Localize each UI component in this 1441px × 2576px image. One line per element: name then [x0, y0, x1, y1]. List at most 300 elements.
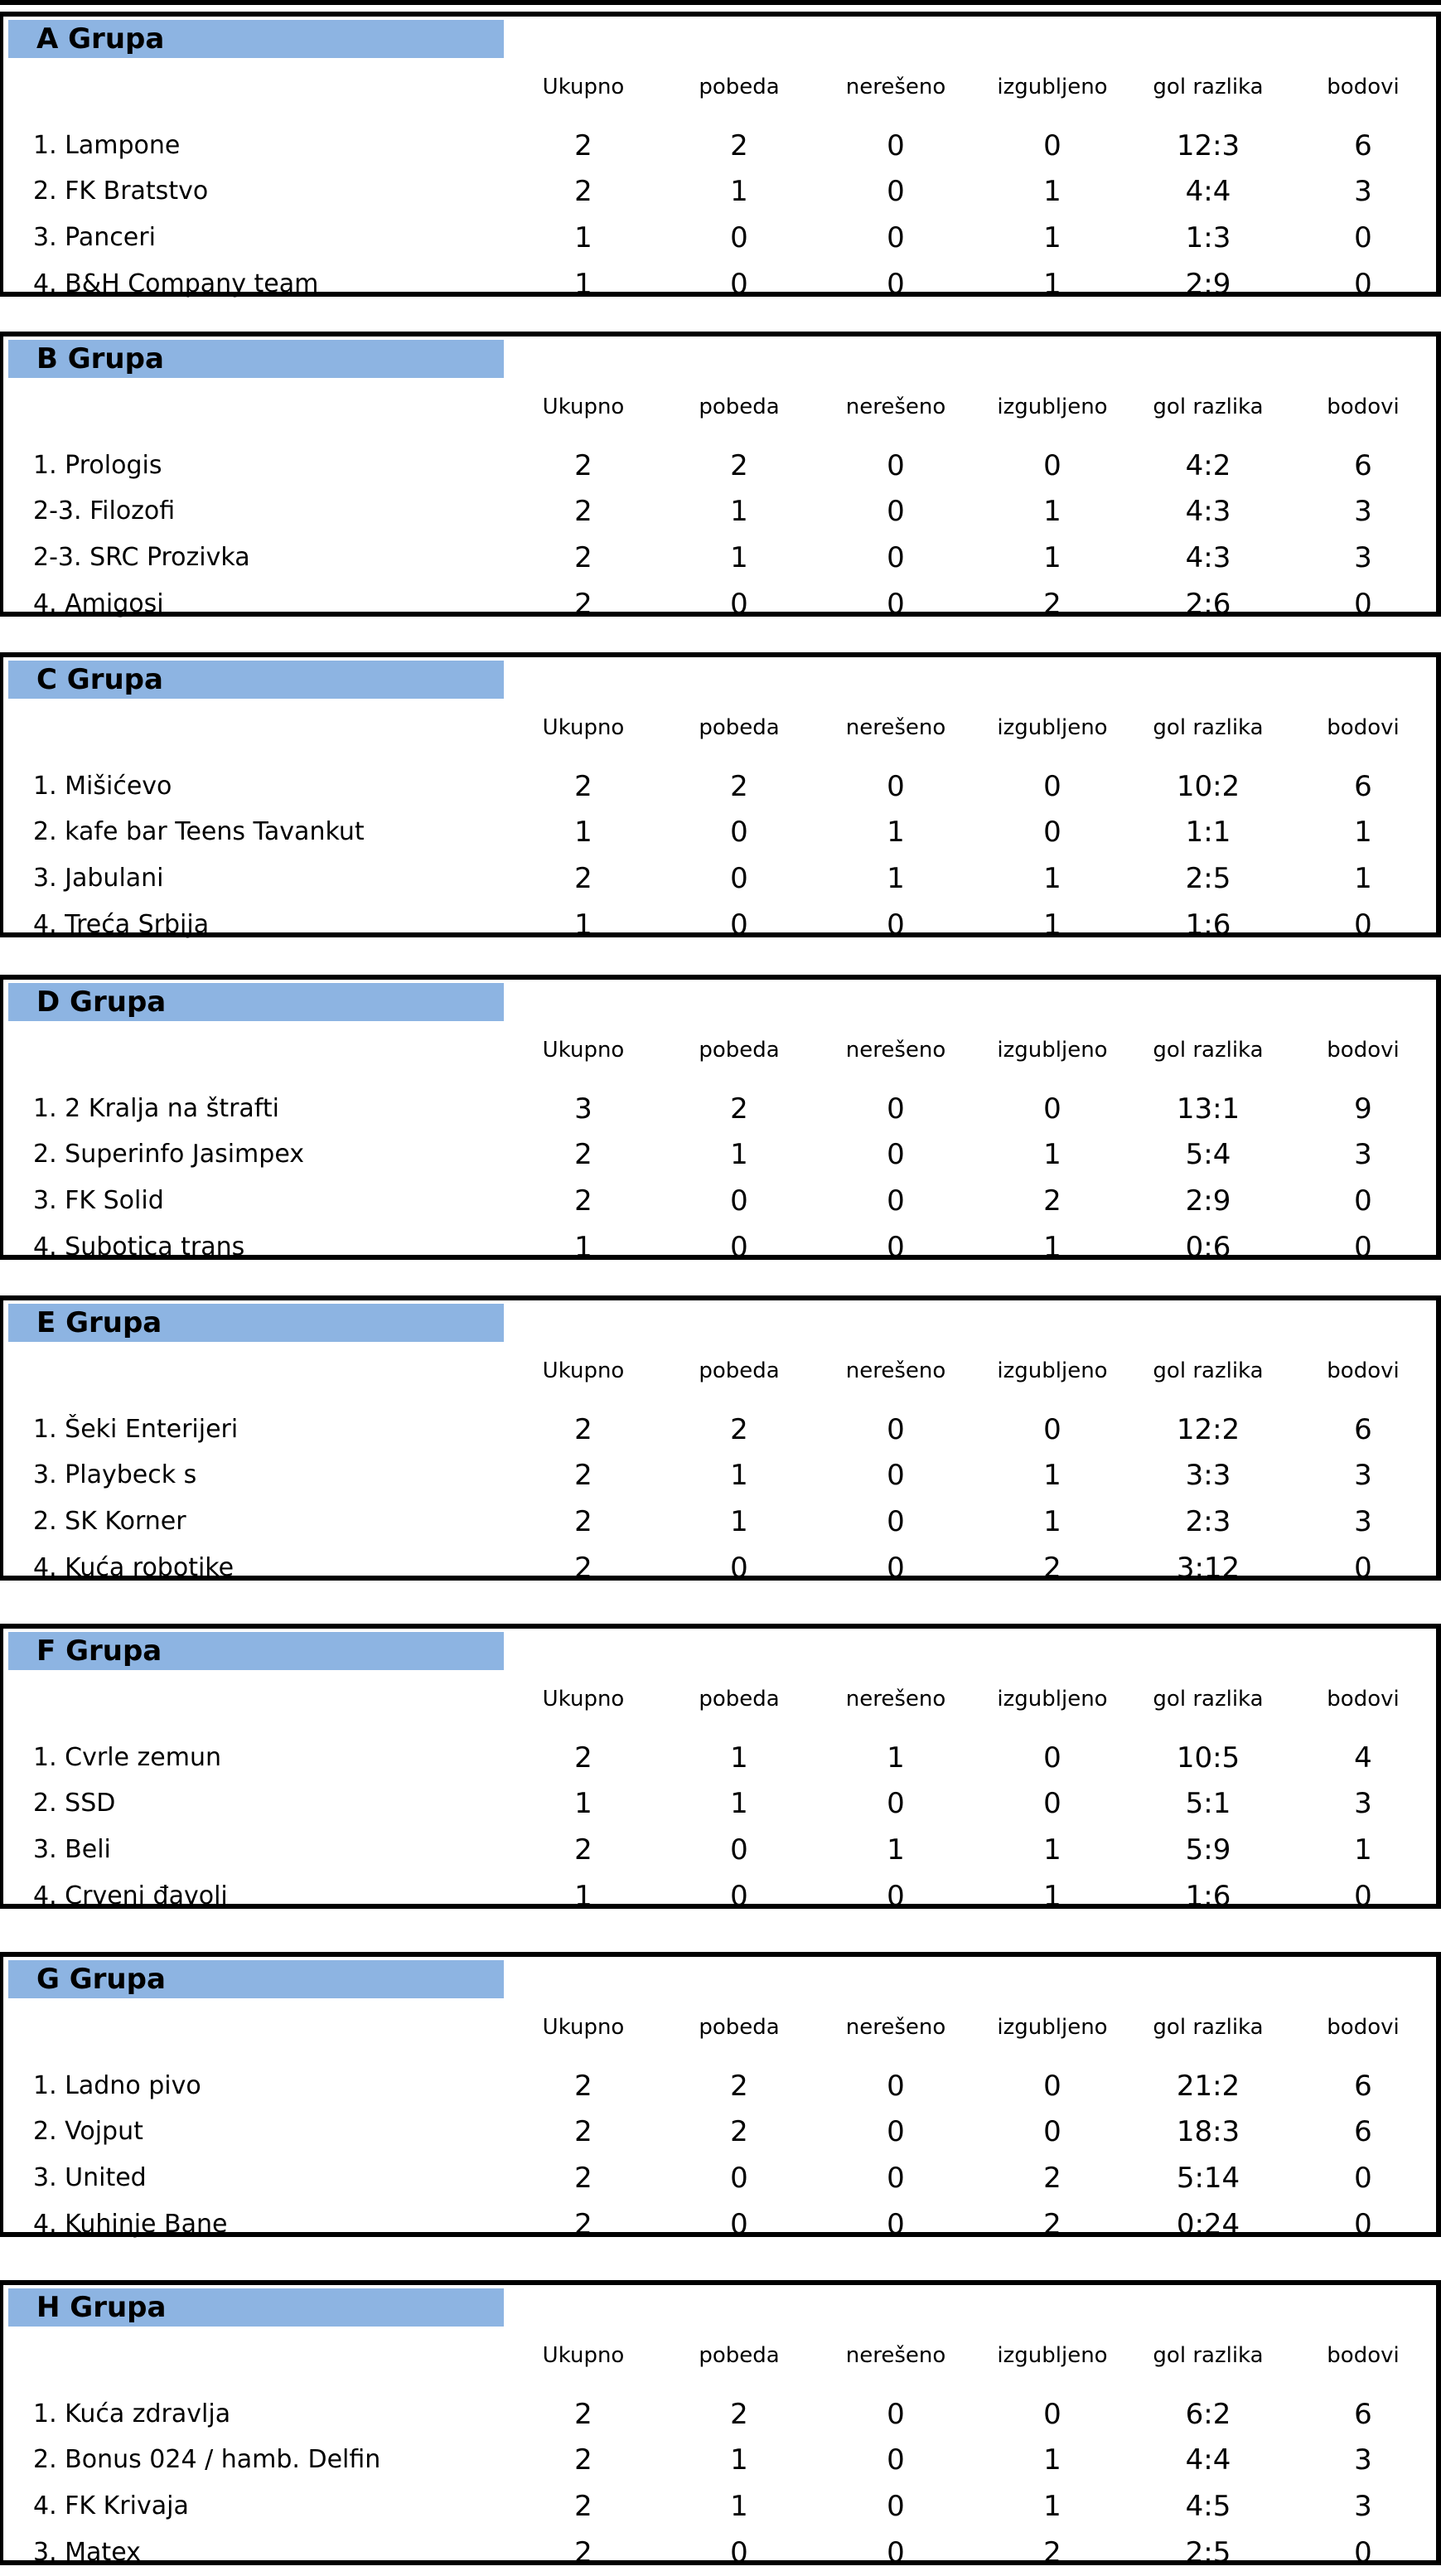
group-panel-c: [0, 652, 1441, 942]
column-header-gol-razlika: gol razlika: [1153, 1687, 1264, 1712]
cell-izgubljeno: 1: [1043, 541, 1061, 574]
team-name: 2. FK Bratstvo: [33, 177, 209, 206]
cell-izgubljeno: 1: [1043, 1138, 1061, 1171]
cell-izgubljeno: 2: [1043, 2162, 1061, 2195]
table-row: [3, 2391, 1436, 2438]
team-name: 3. Playbeck s: [33, 1460, 197, 1489]
cell-gol-razlika: 12:2: [1176, 1413, 1240, 1446]
team-name: 3. United: [33, 2163, 147, 2192]
group-panel-g: [0, 1952, 1441, 2241]
cell-gol-razlika: 3:12: [1176, 1552, 1240, 1585]
team-name: 4. Subotica trans: [33, 1232, 245, 1261]
cell-bodovi: 3: [1354, 1787, 1372, 1820]
cell-ukupno: 2: [574, 2536, 592, 2569]
cell-bodovi: 6: [1354, 770, 1372, 803]
cell-izgubljeno: 1: [1043, 1231, 1061, 1264]
cell-bodovi: 6: [1354, 2398, 1372, 2431]
table-row: [3, 2201, 1436, 2248]
cell-ukupno: 2: [574, 2070, 592, 2103]
group-title: B Grupa: [8, 340, 504, 378]
column-header-nereseno: nerešeno: [845, 2015, 946, 2040]
cell-nereseno: 1: [887, 1741, 905, 1775]
cell-gol-razlika: 2:5: [1185, 2536, 1231, 2569]
cell-nereseno: 0: [887, 1505, 905, 1538]
cell-pobeda: 2: [730, 129, 748, 162]
cell-ukupno: 2: [574, 541, 592, 574]
cell-bodovi: 0: [1354, 1231, 1372, 1264]
cell-ukupno: 2: [574, 129, 592, 162]
cell-nereseno: 0: [887, 1092, 905, 1126]
cell-pobeda: 2: [730, 1413, 748, 1446]
table-row: [3, 1780, 1436, 1827]
table-row: [3, 2063, 1436, 2109]
table-row: [3, 809, 1436, 855]
cell-nereseno: 0: [887, 449, 905, 482]
cell-nereseno: 0: [887, 1413, 905, 1446]
table-row: [3, 1131, 1436, 1178]
column-header-nereseno: nerešeno: [845, 2343, 946, 2368]
cell-izgubljeno: 0: [1043, 2070, 1061, 2103]
cell-nereseno: 0: [887, 2115, 905, 2148]
column-header-ukupno: Ukupno: [542, 75, 625, 99]
table-row: [3, 2530, 1436, 2576]
column-header-bodovi: bodovi: [1327, 2343, 1400, 2368]
cell-pobeda: 1: [730, 2443, 748, 2477]
column-header-ukupno: Ukupno: [542, 2015, 625, 2040]
table-row: [3, 1545, 1436, 1591]
cell-nereseno: 1: [887, 816, 905, 849]
team-name: 4. B&H Company team: [33, 269, 319, 298]
cell-pobeda: 2: [730, 2070, 748, 2103]
cell-pobeda: 0: [730, 2162, 748, 2195]
cell-pobeda: 1: [730, 1138, 748, 1171]
cell-ukupno: 2: [574, 449, 592, 482]
cell-bodovi: 6: [1354, 449, 1372, 482]
column-header-nereseno: nerešeno: [845, 715, 946, 740]
column-header-gol-razlika: gol razlika: [1153, 715, 1264, 740]
cell-gol-razlika: 0:6: [1185, 1231, 1231, 1264]
team-name: 3. FK Solid: [33, 1186, 164, 1215]
table-row: [3, 2483, 1436, 2530]
column-header-gol-razlika: gol razlika: [1153, 1358, 1264, 1383]
column-header-izgubljeno: izgubljeno: [997, 1687, 1108, 1712]
team-name: 4. Kuća robotike: [33, 1553, 235, 1582]
cell-gol-razlika: 5:4: [1185, 1138, 1231, 1171]
cell-nereseno: 0: [887, 908, 905, 942]
group-panel-f: [0, 1624, 1441, 1913]
cell-izgubljeno: 0: [1043, 129, 1061, 162]
team-name: 3. Matex: [33, 2538, 141, 2567]
table-row: [3, 763, 1436, 810]
cell-nereseno: 0: [887, 1138, 905, 1171]
column-header-pobeda: pobeda: [699, 2015, 780, 2040]
cell-nereseno: 0: [887, 2162, 905, 2195]
column-header-pobeda: pobeda: [699, 1358, 780, 1383]
cell-izgubljeno: 1: [1043, 495, 1061, 528]
team-name: 2. SSD: [33, 1789, 116, 1818]
group-panel-a: [0, 12, 1441, 301]
cell-nereseno: 0: [887, 175, 905, 208]
table-row: [3, 1407, 1436, 1453]
column-header-izgubljeno: izgubljeno: [997, 1358, 1108, 1383]
column-header-bodovi: bodovi: [1327, 2015, 1400, 2040]
team-name: 4. Amigosi: [33, 589, 164, 618]
group-panel-d: [0, 975, 1441, 1264]
cell-ukupno: 1: [574, 1231, 592, 1264]
column-header-bodovi: bodovi: [1327, 715, 1400, 740]
cell-bodovi: 3: [1354, 2443, 1372, 2477]
cell-ukupno: 2: [574, 2490, 592, 2523]
cell-izgubljeno: 0: [1043, 1413, 1061, 1446]
cell-gol-razlika: 2:9: [1185, 268, 1231, 301]
column-header-pobeda: pobeda: [699, 1687, 780, 1712]
team-name: 2. SK Korner: [33, 1507, 186, 1536]
team-name: 2. Vojput: [33, 2117, 143, 2146]
column-header-nereseno: nerešeno: [845, 1687, 946, 1712]
cell-pobeda: 2: [730, 770, 748, 803]
team-name: 3. Beli: [33, 1835, 111, 1864]
cell-ukupno: 2: [574, 862, 592, 895]
table-row: [3, 535, 1436, 581]
cell-ukupno: 2: [574, 2162, 592, 2195]
team-name: 1. Kuća zdravlja: [33, 2399, 231, 2428]
cell-izgubljeno: 1: [1043, 1459, 1061, 1492]
column-header-ukupno: Ukupno: [542, 2343, 625, 2368]
column-header-pobeda: pobeda: [699, 715, 780, 740]
cell-gol-razlika: 18:3: [1176, 2115, 1240, 2148]
column-header-bodovi: bodovi: [1327, 1038, 1400, 1063]
cell-gol-razlika: 1:6: [1185, 908, 1231, 942]
cell-gol-razlika: 2:6: [1185, 588, 1231, 621]
cell-nereseno: 0: [887, 1184, 905, 1218]
cell-nereseno: 0: [887, 495, 905, 528]
cell-bodovi: 3: [1354, 495, 1372, 528]
cell-pobeda: 1: [730, 495, 748, 528]
cell-bodovi: 3: [1354, 541, 1372, 574]
group-panel-b: [0, 332, 1441, 621]
cell-gol-razlika: 1:3: [1185, 221, 1231, 254]
cell-pobeda: 0: [730, 2536, 748, 2569]
column-header-ukupno: Ukupno: [542, 1038, 625, 1063]
table-row: [3, 1224, 1436, 1271]
team-name: 3. Jabulani: [33, 864, 164, 893]
cell-izgubljeno: 0: [1043, 1741, 1061, 1775]
table-row: [3, 2109, 1436, 2155]
table-row: [3, 902, 1436, 948]
cell-bodovi: 0: [1354, 1552, 1372, 1585]
cell-nereseno: 0: [887, 770, 905, 803]
cell-ukupno: 1: [574, 1787, 592, 1820]
cell-nereseno: 0: [887, 2536, 905, 2569]
cell-ukupno: 2: [574, 770, 592, 803]
table-row: [3, 261, 1436, 307]
cell-izgubljeno: 0: [1043, 770, 1061, 803]
table-row: [3, 443, 1436, 489]
cell-nereseno: 1: [887, 1833, 905, 1867]
cell-izgubljeno: 1: [1043, 175, 1061, 208]
team-name: 1. 2 Kralja na štrafti: [33, 1094, 279, 1123]
group-panel-e: [0, 1295, 1441, 1585]
column-header-bodovi: bodovi: [1327, 75, 1400, 99]
team-name: 2-3. SRC Prozivka: [33, 543, 250, 572]
cell-nereseno: 0: [887, 268, 905, 301]
cell-pobeda: 0: [730, 221, 748, 254]
cell-izgubljeno: 0: [1043, 2115, 1061, 2148]
column-header-ukupno: Ukupno: [542, 715, 625, 740]
table-row: [3, 1873, 1436, 1920]
table-row: [3, 2155, 1436, 2201]
team-name: 1. Mišićevo: [33, 772, 172, 801]
cell-izgubljeno: 2: [1043, 2208, 1061, 2241]
cell-gol-razlika: 21:2: [1176, 2070, 1240, 2103]
cell-bodovi: 0: [1354, 1184, 1372, 1218]
cell-ukupno: 1: [574, 221, 592, 254]
cell-gol-razlika: 5:14: [1176, 2162, 1240, 2195]
cell-nereseno: 0: [887, 2398, 905, 2431]
group-panel-h: [0, 2280, 1441, 2569]
cell-gol-razlika: 5:9: [1185, 1833, 1231, 1867]
cell-gol-razlika: 4:5: [1185, 2490, 1231, 2523]
cell-pobeda: 0: [730, 268, 748, 301]
cell-bodovi: 1: [1354, 1833, 1372, 1867]
table-row: [3, 855, 1436, 902]
cell-bodovi: 6: [1354, 129, 1372, 162]
team-name: 1. Šeki Enterijeri: [33, 1415, 239, 1444]
cell-nereseno: 0: [887, 221, 905, 254]
cell-ukupno: 2: [574, 1138, 592, 1171]
cell-nereseno: 0: [887, 2443, 905, 2477]
cell-bodovi: 0: [1354, 268, 1372, 301]
cell-bodovi: 0: [1354, 588, 1372, 621]
cell-gol-razlika: 5:1: [1185, 1787, 1231, 1820]
table-row: [3, 1735, 1436, 1781]
column-header-bodovi: bodovi: [1327, 1687, 1400, 1712]
cell-izgubljeno: 1: [1043, 2443, 1061, 2477]
team-name: 2. Superinfo Jasimpex: [33, 1140, 304, 1169]
cell-bodovi: 3: [1354, 1459, 1372, 1492]
column-header-izgubljeno: izgubljeno: [997, 395, 1108, 419]
cell-bodovi: 6: [1354, 2115, 1372, 2148]
group-title: H Grupa: [8, 2288, 504, 2327]
cell-pobeda: 2: [730, 2115, 748, 2148]
cell-gol-razlika: 10:2: [1176, 770, 1240, 803]
cell-bodovi: 0: [1354, 2162, 1372, 2195]
cell-izgubljeno: 1: [1043, 908, 1061, 942]
cell-pobeda: 0: [730, 588, 748, 621]
table-row: [3, 1086, 1436, 1132]
top-rule: [0, 0, 1441, 5]
cell-pobeda: 0: [730, 1231, 748, 1264]
team-name: 3. Panceri: [33, 223, 156, 252]
cell-pobeda: 2: [730, 449, 748, 482]
team-name: 4. Kuhinje Bane: [33, 2210, 228, 2239]
cell-gol-razlika: 10:5: [1176, 1741, 1240, 1775]
cell-bodovi: 1: [1354, 862, 1372, 895]
cell-ukupno: 2: [574, 1184, 592, 1218]
cell-gol-razlika: 1:1: [1185, 816, 1231, 849]
cell-nereseno: 0: [887, 2490, 905, 2523]
cell-gol-razlika: 4:4: [1185, 175, 1231, 208]
cell-ukupno: 1: [574, 816, 592, 849]
column-header-pobeda: pobeda: [699, 1038, 780, 1063]
table-row: [3, 1452, 1436, 1499]
column-header-gol-razlika: gol razlika: [1153, 2343, 1264, 2368]
cell-pobeda: 0: [730, 1833, 748, 1867]
team-name: 2. Bonus 024 / hamb. Delfin: [33, 2445, 381, 2474]
group-title: D Grupa: [8, 983, 504, 1021]
table-row: [3, 168, 1436, 215]
cell-nereseno: 0: [887, 541, 905, 574]
cell-ukupno: 2: [574, 1459, 592, 1492]
table-row: [3, 1178, 1436, 1224]
cell-gol-razlika: 4:4: [1185, 2443, 1231, 2477]
column-header-gol-razlika: gol razlika: [1153, 75, 1264, 99]
cell-bodovi: 3: [1354, 2490, 1372, 2523]
cell-ukupno: 2: [574, 1741, 592, 1775]
column-header-izgubljeno: izgubljeno: [997, 2343, 1108, 2368]
column-header-gol-razlika: gol razlika: [1153, 1038, 1264, 1063]
cell-gol-razlika: 2:5: [1185, 862, 1231, 895]
column-header-pobeda: pobeda: [699, 395, 780, 419]
cell-gol-razlika: 1:6: [1185, 1880, 1231, 1913]
cell-ukupno: 2: [574, 588, 592, 621]
cell-bodovi: 3: [1354, 175, 1372, 208]
cell-izgubljeno: 1: [1043, 862, 1061, 895]
cell-bodovi: 1: [1354, 816, 1372, 849]
column-header-bodovi: bodovi: [1327, 395, 1400, 419]
table-row: [3, 581, 1436, 627]
cell-pobeda: 0: [730, 1184, 748, 1218]
cell-bodovi: 6: [1354, 1413, 1372, 1446]
team-name: 1. Cvrle zemun: [33, 1743, 221, 1772]
cell-izgubljeno: 2: [1043, 2536, 1061, 2569]
cell-ukupno: 2: [574, 1552, 592, 1585]
cell-gol-razlika: 2:9: [1185, 1184, 1231, 1218]
cell-ukupno: 2: [574, 2115, 592, 2148]
team-name: 2-3. Filozofi: [33, 496, 176, 525]
column-header-izgubljeno: izgubljeno: [997, 1038, 1108, 1063]
cell-pobeda: 0: [730, 908, 748, 942]
cell-gol-razlika: 4:2: [1185, 449, 1231, 482]
cell-gol-razlika: 0:24: [1176, 2208, 1240, 2241]
cell-izgubljeno: 1: [1043, 221, 1061, 254]
cell-pobeda: 1: [730, 1787, 748, 1820]
cell-gol-razlika: 4:3: [1185, 495, 1231, 528]
column-header-ukupno: Ukupno: [542, 1358, 625, 1383]
group-title: G Grupa: [8, 1960, 504, 1998]
cell-izgubljeno: 1: [1043, 268, 1061, 301]
team-name: 4. Treća Srbija: [33, 910, 210, 939]
cell-pobeda: 1: [730, 1459, 748, 1492]
column-header-ukupno: Ukupno: [542, 1687, 625, 1712]
cell-izgubljeno: 1: [1043, 1505, 1061, 1538]
cell-ukupno: 2: [574, 2398, 592, 2431]
cell-pobeda: 0: [730, 1552, 748, 1585]
cell-ukupno: 1: [574, 908, 592, 942]
cell-ukupno: 1: [574, 268, 592, 301]
group-title: E Grupa: [8, 1304, 504, 1342]
column-header-nereseno: nerešeno: [845, 395, 946, 419]
cell-bodovi: 4: [1354, 1741, 1372, 1775]
cell-bodovi: 0: [1354, 221, 1372, 254]
cell-pobeda: 2: [730, 2398, 748, 2431]
cell-pobeda: 1: [730, 541, 748, 574]
cell-nereseno: 0: [887, 1231, 905, 1264]
cell-izgubljeno: 0: [1043, 816, 1061, 849]
cell-izgubljeno: 2: [1043, 1552, 1061, 1585]
column-header-ukupno: Ukupno: [542, 395, 625, 419]
group-title: C Grupa: [8, 661, 504, 699]
cell-izgubljeno: 0: [1043, 1092, 1061, 1126]
column-header-nereseno: nerešeno: [845, 75, 946, 99]
cell-nereseno: 0: [887, 1459, 905, 1492]
team-name: 1. Prologis: [33, 451, 162, 480]
cell-ukupno: 3: [574, 1092, 592, 1126]
column-header-bodovi: bodovi: [1327, 1358, 1400, 1383]
cell-bodovi: 3: [1354, 1138, 1372, 1171]
cell-nereseno: 0: [887, 2208, 905, 2241]
cell-izgubljeno: 0: [1043, 2398, 1061, 2431]
column-header-gol-razlika: gol razlika: [1153, 395, 1264, 419]
table-row: [3, 215, 1436, 261]
cell-nereseno: 0: [887, 588, 905, 621]
cell-bodovi: 3: [1354, 1505, 1372, 1538]
cell-izgubljeno: 1: [1043, 1833, 1061, 1867]
cell-nereseno: 0: [887, 1880, 905, 1913]
cell-izgubljeno: 2: [1043, 1184, 1061, 1218]
column-header-izgubljeno: izgubljeno: [997, 2015, 1108, 2040]
cell-pobeda: 2: [730, 1092, 748, 1126]
cell-izgubljeno: 0: [1043, 449, 1061, 482]
table-row: [3, 1499, 1436, 1545]
group-title: A Grupa: [8, 20, 504, 58]
table-row: [3, 2437, 1436, 2483]
cell-pobeda: 0: [730, 1880, 748, 1913]
table-row: [3, 123, 1436, 169]
cell-bodovi: 0: [1354, 908, 1372, 942]
cell-ukupno: 1: [574, 1880, 592, 1913]
cell-pobeda: 0: [730, 862, 748, 895]
cell-gol-razlika: 2:3: [1185, 1505, 1231, 1538]
cell-ukupno: 2: [574, 1413, 592, 1446]
cell-gol-razlika: 12:3: [1176, 129, 1240, 162]
column-header-izgubljeno: izgubljeno: [997, 75, 1108, 99]
team-name: 1. Lampone: [33, 131, 181, 160]
cell-ukupno: 2: [574, 1505, 592, 1538]
cell-ukupno: 2: [574, 2208, 592, 2241]
column-header-nereseno: nerešeno: [845, 1038, 946, 1063]
cell-gol-razlika: 13:1: [1176, 1092, 1240, 1126]
cell-nereseno: 0: [887, 1787, 905, 1820]
cell-bodovi: 0: [1354, 2536, 1372, 2569]
cell-nereseno: 1: [887, 862, 905, 895]
cell-pobeda: 1: [730, 1505, 748, 1538]
cell-nereseno: 0: [887, 129, 905, 162]
cell-bodovi: 9: [1354, 1092, 1372, 1126]
cell-gol-razlika: 4:3: [1185, 541, 1231, 574]
table-row: [3, 488, 1436, 535]
cell-gol-razlika: 3:3: [1185, 1459, 1231, 1492]
cell-izgubljeno: 1: [1043, 1880, 1061, 1913]
cell-bodovi: 6: [1354, 2070, 1372, 2103]
cell-bodovi: 0: [1354, 2208, 1372, 2241]
column-header-gol-razlika: gol razlika: [1153, 2015, 1264, 2040]
cell-ukupno: 2: [574, 495, 592, 528]
cell-pobeda: 0: [730, 816, 748, 849]
team-name: 1. Ladno pivo: [33, 2071, 201, 2100]
cell-ukupno: 2: [574, 2443, 592, 2477]
team-name: 4. Crveni đavoli: [33, 1881, 228, 1910]
